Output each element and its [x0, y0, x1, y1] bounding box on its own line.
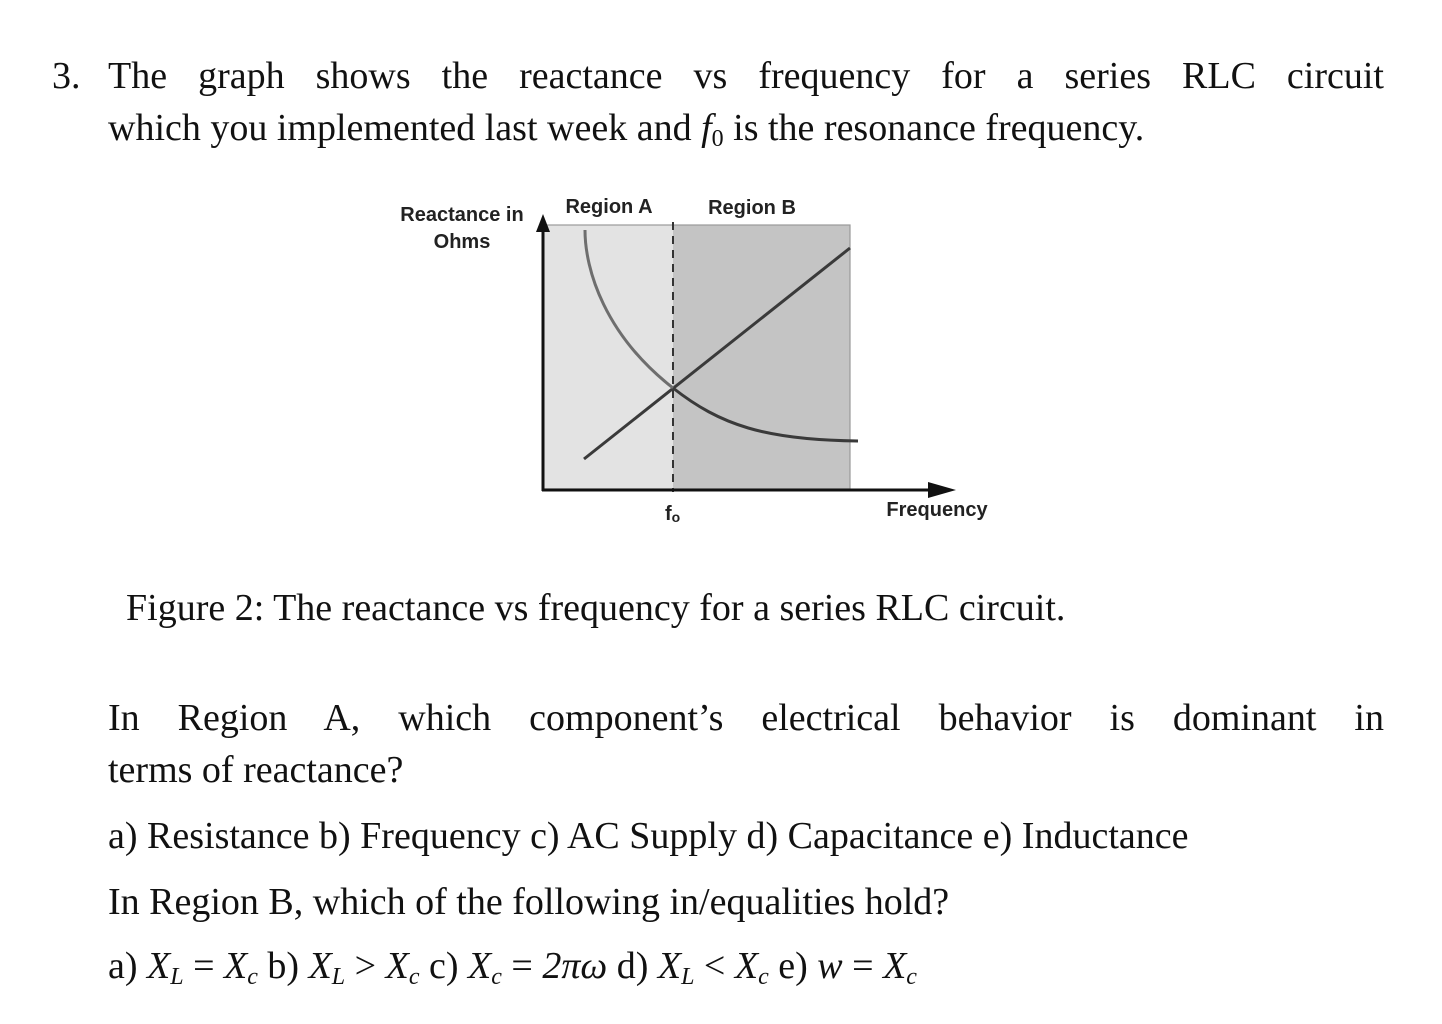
option-c-rhs-symbol: 2πω: [542, 945, 608, 987]
option-d-lhs-symbol: X: [657, 945, 682, 987]
region-a-question-line2: terms of reactance?: [108, 749, 404, 791]
option-e-lhs-symbol: w: [817, 945, 843, 987]
x-axis-arrow: [928, 482, 956, 498]
option-d-label: d): [607, 945, 658, 987]
option-e-rhs-symbol: X: [883, 945, 907, 987]
option-e-rhs-sub: c: [906, 964, 917, 990]
question-text-line2-post: is the resonance frequency.: [723, 107, 1145, 149]
figure-caption: Figure 2: The reactance vs frequency for a series RLC circuit.: [126, 587, 1066, 629]
resonance-frequency-symbol: f: [701, 107, 712, 149]
option-d-rhs-symbol: X: [734, 945, 759, 987]
y-axis-arrow: [536, 214, 550, 232]
region-b-shade: [673, 225, 850, 489]
region-a-label: Region A: [565, 196, 653, 218]
region-a-question-line1: In Region A, which component’s electrical behavior is dominant in: [108, 697, 1384, 739]
option-b-lhs-sub: L: [331, 964, 346, 990]
option-d-op: <: [694, 945, 735, 987]
question-text-line1: The graph shows the reactance vs frequency for a series RLC circuit: [108, 55, 1384, 97]
option-a-lhs-symbol: X: [147, 945, 171, 987]
option-b-rhs: [385, 945, 420, 990]
option-a-rhs-sub: c: [247, 964, 258, 990]
f0-tick-label-main: f: [665, 503, 672, 525]
option-c-rhs: [542, 945, 607, 987]
option-b-lhs-symbol: X: [308, 945, 332, 987]
option-b-op: >: [345, 945, 386, 987]
x-axis-label: Frequency: [886, 499, 988, 521]
option-c-label: c): [419, 945, 468, 987]
option-b-rhs-symbol: X: [385, 945, 409, 987]
y-axis-label-line2: Ohms: [433, 231, 491, 253]
option-d-lhs-sub: L: [681, 964, 695, 990]
option-b-label: b): [257, 945, 309, 987]
option-e-op: =: [842, 945, 884, 987]
option-a-lhs-sub: L: [170, 964, 184, 990]
resonance-frequency-subscript: 0: [711, 126, 724, 152]
region-b-label: Region B: [708, 197, 796, 219]
option-b-lhs: [308, 945, 346, 990]
option-b-rhs-sub: c: [408, 964, 420, 990]
option-a-rhs: [224, 945, 258, 990]
option-e-rhs: [883, 945, 917, 990]
option-d-lhs: [657, 945, 695, 990]
option-c-lhs-symbol: X: [468, 945, 492, 987]
question-text-line2: [108, 102, 1144, 165]
option-c-lhs-sub: c: [491, 964, 502, 990]
y-axis-label-line1: Reactance in: [400, 204, 524, 226]
option-d-rhs: [734, 945, 769, 990]
option-c-lhs: [468, 945, 502, 990]
option-e-label: e): [768, 945, 818, 987]
region-a-options: a) Resistance b) Frequency c) AC Supply d) Capacitance e) Inductance: [108, 815, 1189, 857]
option-a-op: =: [183, 945, 225, 987]
option-c-op: =: [501, 945, 543, 987]
option-a-label: a): [108, 945, 148, 987]
f0-tick-label-sub: o: [671, 509, 681, 525]
region-b-options: [108, 940, 917, 1003]
option-e-lhs: [817, 945, 842, 987]
region-a-shade: [543, 225, 673, 489]
option-a-lhs: [147, 945, 184, 990]
question-number: 3.: [52, 55, 81, 97]
region-b-question: In Region B, which of the following in/equalities hold?: [108, 881, 950, 923]
option-a-rhs-symbol: X: [224, 945, 248, 987]
reactance-frequency-figure: [380, 180, 1020, 540]
question-text-line2-pre: which you implemented last week and: [108, 107, 702, 149]
option-d-rhs-sub: c: [758, 964, 769, 990]
f0-tick-label: [665, 503, 680, 525]
